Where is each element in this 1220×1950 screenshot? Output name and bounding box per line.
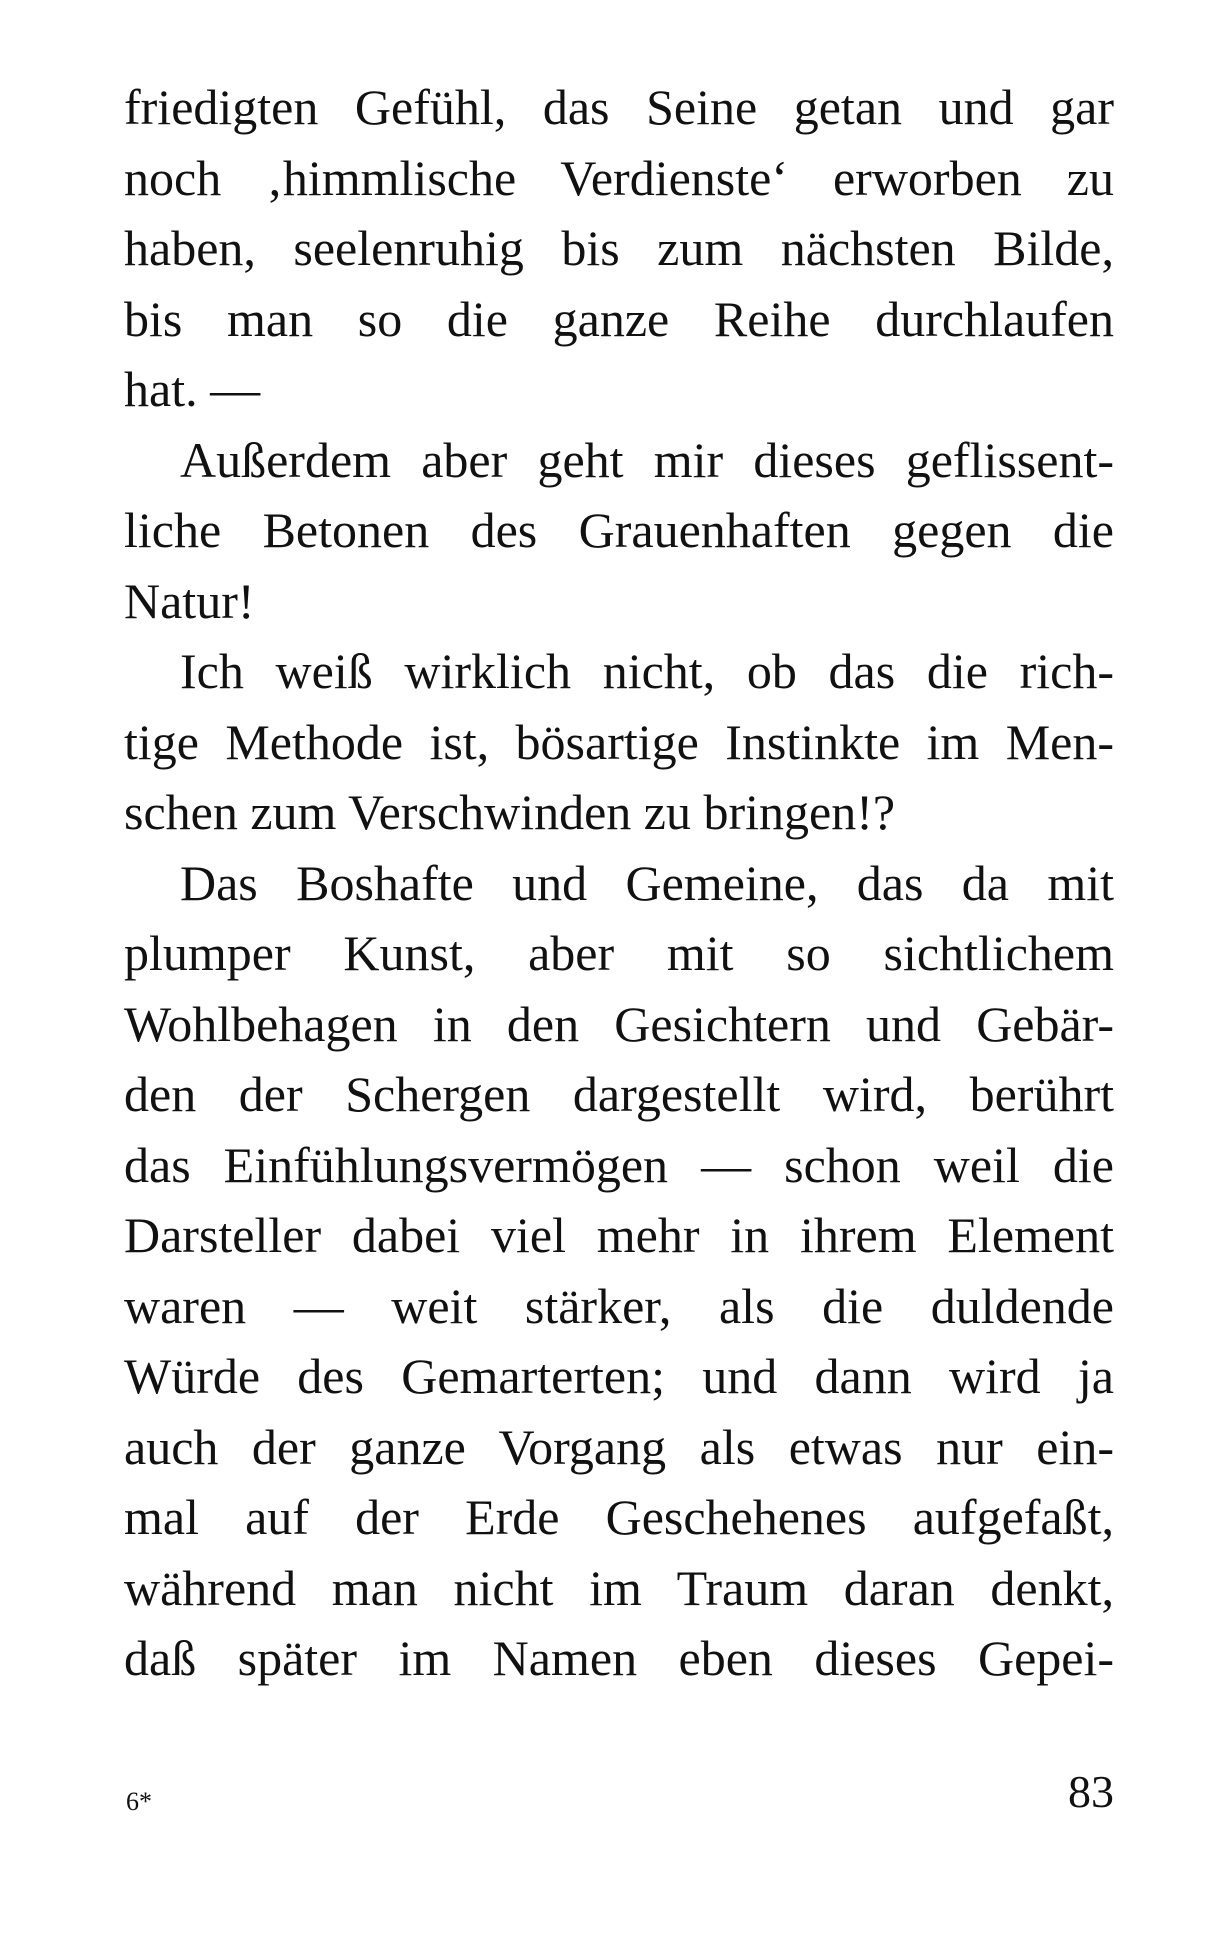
page-number: 83	[1068, 1766, 1114, 1817]
text-line: daß später im Namen eben dieses Gepei-	[124, 1630, 1114, 1686]
text-line: Natur!	[124, 572, 255, 629]
text-line: noch ‚himmlische Verdienste‘ erworben zu	[124, 149, 1114, 206]
text-line: liche Betonen des Grauenhaften gegen die	[124, 502, 1114, 558]
text-line: plumper Kunst, aber mit so sichtlichem	[124, 925, 1114, 981]
text-line: auch der ganze Vorgang als etwas nur ein-	[124, 1418, 1114, 1475]
text-line: hat. —	[124, 361, 261, 417]
body-text	[124, 72, 1114, 1694]
text-line: während man nicht im Traum daran denkt,	[124, 1559, 1114, 1616]
text-line: den der Schergen dargestellt wird, berührt	[124, 1066, 1114, 1122]
text-line: Ich weiß wirklich nicht, ob das die rich-	[180, 643, 1114, 699]
text-line: Darsteller dabei viel mehr in ihrem Element	[124, 1207, 1114, 1263]
text-line: mal auf der Erde Geschehenes aufgefaßt,	[124, 1489, 1114, 1545]
text-line: Das Boshafte und Gemeine, das da mit	[180, 854, 1114, 911]
text-line: das Einfühlungsvermögen — schon weil die	[124, 1136, 1114, 1193]
text-line: Wohlbehagen in den Gesichtern und Gebär-	[124, 995, 1114, 1052]
text-line: bis man so die ganze Reihe durchlaufen	[124, 290, 1114, 347]
text-line: Würde des Gemarterten; und dann wird ja	[124, 1348, 1114, 1404]
text-line: friedigten Gefühl, das Seine getan und gar	[124, 79, 1114, 135]
text-line: schen zum Verschwinden zu bringen!?	[124, 784, 896, 840]
text-line: waren — weit stärker, als die duldende	[124, 1277, 1114, 1334]
signature-mark: 6*	[126, 1787, 152, 1816]
text-line: Außerdem aber geht mir dieses geflissent-	[180, 431, 1114, 488]
text-line: tige Methode ist, bösartige Instinkte im Men-	[124, 713, 1114, 770]
text-line: haben, seelenruhig bis zum nächsten Bilde,	[124, 220, 1114, 276]
